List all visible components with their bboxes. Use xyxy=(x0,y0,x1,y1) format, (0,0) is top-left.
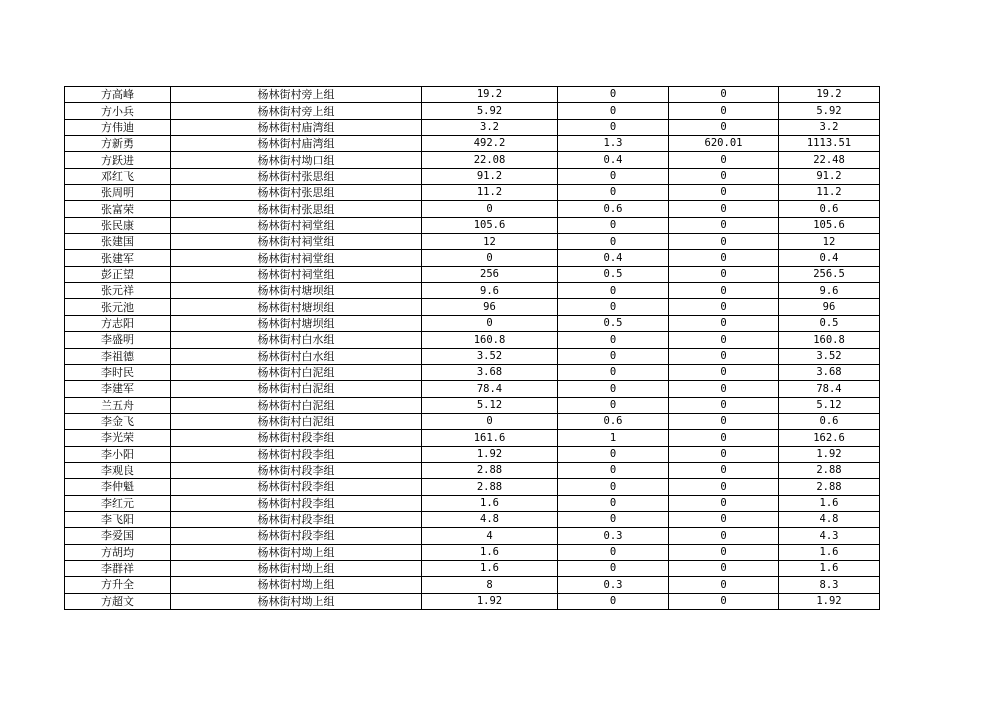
table-row xyxy=(65,413,880,429)
table-row xyxy=(65,119,880,135)
cell-value-3: 0 xyxy=(669,577,779,593)
cell-location: 杨林街村段李组 xyxy=(171,528,422,544)
cell-name: 方胡均 xyxy=(65,544,171,560)
cell-total: 0.4 xyxy=(779,250,880,266)
cell-location: 杨林街村塘坝组 xyxy=(171,315,422,331)
cell-value-3: 0 xyxy=(669,87,779,103)
cell-value-2: 0.5 xyxy=(558,315,669,331)
cell-value-1: 2.88 xyxy=(422,479,558,495)
table-row xyxy=(65,577,880,593)
cell-total: 91.2 xyxy=(779,168,880,184)
table-row xyxy=(65,446,880,462)
cell-location: 杨林街村段李组 xyxy=(171,479,422,495)
cell-location: 杨林街村白泥组 xyxy=(171,364,422,380)
cell-name: 方伟迪 xyxy=(65,119,171,135)
cell-value-2: 0 xyxy=(558,397,669,413)
table-row xyxy=(65,364,880,380)
cell-value-1: 91.2 xyxy=(422,168,558,184)
cell-value-3: 620.01 xyxy=(669,136,779,152)
cell-total: 3.68 xyxy=(779,364,880,380)
cell-total: 1.6 xyxy=(779,544,880,560)
table-row xyxy=(65,234,880,250)
cell-location: 杨林街村坳上组 xyxy=(171,577,422,593)
cell-value-3: 0 xyxy=(669,511,779,527)
table-row xyxy=(65,299,880,315)
cell-value-1: 4.8 xyxy=(422,511,558,527)
cell-value-1: 8 xyxy=(422,577,558,593)
cell-location: 杨林街村坳口组 xyxy=(171,152,422,168)
cell-total: 5.12 xyxy=(779,397,880,413)
cell-name: 李盛明 xyxy=(65,332,171,348)
table-row xyxy=(65,283,880,299)
cell-value-3: 0 xyxy=(669,152,779,168)
cell-value-2: 0.3 xyxy=(558,577,669,593)
table-row xyxy=(65,201,880,217)
cell-value-1: 19.2 xyxy=(422,87,558,103)
cell-location: 杨林街村坳上组 xyxy=(171,544,422,560)
cell-value-1: 105.6 xyxy=(422,217,558,233)
cell-value-1: 0 xyxy=(422,201,558,217)
cell-value-1: 2.88 xyxy=(422,462,558,478)
cell-name: 李建军 xyxy=(65,381,171,397)
cell-total: 1.6 xyxy=(779,560,880,576)
cell-name: 方高峰 xyxy=(65,87,171,103)
cell-value-3: 0 xyxy=(669,430,779,446)
cell-location: 杨林街村旁上组 xyxy=(171,87,422,103)
cell-value-2: 0.6 xyxy=(558,201,669,217)
cell-value-2: 0 xyxy=(558,217,669,233)
cell-value-2: 0.3 xyxy=(558,528,669,544)
cell-value-1: 0 xyxy=(422,250,558,266)
cell-value-3: 0 xyxy=(669,332,779,348)
cell-location: 杨林街村张思组 xyxy=(171,201,422,217)
cell-value-1: 5.92 xyxy=(422,103,558,119)
cell-name: 张元池 xyxy=(65,299,171,315)
cell-value-1: 22.08 xyxy=(422,152,558,168)
cell-value-1: 1.6 xyxy=(422,560,558,576)
cell-location: 杨林街村段李组 xyxy=(171,446,422,462)
cell-location: 杨林街村段李组 xyxy=(171,495,422,511)
cell-location: 杨林街村庙湾组 xyxy=(171,119,422,135)
cell-value-2: 0 xyxy=(558,364,669,380)
cell-total: 1113.51 xyxy=(779,136,880,152)
cell-total: 5.92 xyxy=(779,103,880,119)
cell-name: 李小阳 xyxy=(65,446,171,462)
cell-total: 2.88 xyxy=(779,462,880,478)
cell-name: 方小兵 xyxy=(65,103,171,119)
cell-value-3: 0 xyxy=(669,495,779,511)
cell-value-3: 0 xyxy=(669,119,779,135)
table-row xyxy=(65,381,880,397)
table-row xyxy=(65,348,880,364)
cell-value-3: 0 xyxy=(669,560,779,576)
cell-value-3: 0 xyxy=(669,381,779,397)
cell-total: 0.6 xyxy=(779,201,880,217)
cell-value-2: 1 xyxy=(558,430,669,446)
cell-location: 杨林街村白泥组 xyxy=(171,397,422,413)
cell-total: 3.2 xyxy=(779,119,880,135)
cell-value-1: 11.2 xyxy=(422,185,558,201)
table-row xyxy=(65,511,880,527)
cell-value-3: 0 xyxy=(669,185,779,201)
cell-value-2: 0 xyxy=(558,103,669,119)
cell-value-1: 5.12 xyxy=(422,397,558,413)
cell-value-2: 0 xyxy=(558,348,669,364)
cell-value-1: 9.6 xyxy=(422,283,558,299)
cell-value-2: 0.4 xyxy=(558,250,669,266)
cell-value-3: 0 xyxy=(669,250,779,266)
table-row xyxy=(65,136,880,152)
cell-value-2: 0.4 xyxy=(558,152,669,168)
cell-value-3: 0 xyxy=(669,397,779,413)
cell-name: 彭正望 xyxy=(65,266,171,282)
cell-name: 邓红飞 xyxy=(65,168,171,184)
cell-value-2: 0 xyxy=(558,479,669,495)
cell-value-1: 3.52 xyxy=(422,348,558,364)
cell-value-1: 256 xyxy=(422,266,558,282)
table-row xyxy=(65,87,880,103)
cell-total: 1.92 xyxy=(779,593,880,609)
cell-value-2: 0 xyxy=(558,495,669,511)
cell-value-3: 0 xyxy=(669,168,779,184)
cell-location: 杨林街村祠堂组 xyxy=(171,250,422,266)
cell-name: 方升全 xyxy=(65,577,171,593)
cell-location: 杨林街村张思组 xyxy=(171,168,422,184)
table-row xyxy=(65,397,880,413)
cell-name: 张建国 xyxy=(65,234,171,250)
cell-value-3: 0 xyxy=(669,593,779,609)
cell-value-1: 1.92 xyxy=(422,446,558,462)
cell-total: 9.6 xyxy=(779,283,880,299)
cell-total: 22.48 xyxy=(779,152,880,168)
cell-name: 李时民 xyxy=(65,364,171,380)
cell-value-1: 12 xyxy=(422,234,558,250)
cell-value-2: 0 xyxy=(558,560,669,576)
cell-total: 162.6 xyxy=(779,430,880,446)
cell-location: 杨林街村塘坝组 xyxy=(171,299,422,315)
cell-value-3: 0 xyxy=(669,528,779,544)
cell-location: 杨林街村张思组 xyxy=(171,185,422,201)
cell-total: 4.8 xyxy=(779,511,880,527)
table-row xyxy=(65,332,880,348)
table-row xyxy=(65,528,880,544)
cell-value-1: 0 xyxy=(422,413,558,429)
cell-value-2: 0 xyxy=(558,446,669,462)
cell-location: 杨林街村祠堂组 xyxy=(171,266,422,282)
cell-name: 李红元 xyxy=(65,495,171,511)
cell-value-2: 0 xyxy=(558,381,669,397)
cell-location: 杨林街村塘坝组 xyxy=(171,283,422,299)
cell-name: 李仲魁 xyxy=(65,479,171,495)
cell-value-3: 0 xyxy=(669,103,779,119)
cell-total: 96 xyxy=(779,299,880,315)
cell-value-3: 0 xyxy=(669,479,779,495)
cell-value-3: 0 xyxy=(669,266,779,282)
cell-value-3: 0 xyxy=(669,283,779,299)
cell-value-3: 0 xyxy=(669,201,779,217)
cell-value-2: 1.3 xyxy=(558,136,669,152)
cell-location: 杨林街村段李组 xyxy=(171,430,422,446)
cell-name: 张富荣 xyxy=(65,201,171,217)
cell-location: 杨林街村祠堂组 xyxy=(171,217,422,233)
cell-value-2: 0 xyxy=(558,593,669,609)
cell-name: 方志阳 xyxy=(65,315,171,331)
cell-value-3: 0 xyxy=(669,544,779,560)
cell-total: 78.4 xyxy=(779,381,880,397)
table-body xyxy=(65,87,880,610)
cell-name: 李群祥 xyxy=(65,560,171,576)
cell-value-2: 0 xyxy=(558,511,669,527)
cell-value-2: 0 xyxy=(558,462,669,478)
cell-value-2: 0 xyxy=(558,299,669,315)
cell-value-3: 0 xyxy=(669,462,779,478)
cell-name: 兰五舟 xyxy=(65,397,171,413)
cell-total: 8.3 xyxy=(779,577,880,593)
cell-value-3: 0 xyxy=(669,234,779,250)
cell-value-2: 0 xyxy=(558,283,669,299)
cell-total: 0.5 xyxy=(779,315,880,331)
table-row xyxy=(65,495,880,511)
table-row xyxy=(65,168,880,184)
table-row xyxy=(65,266,880,282)
cell-value-2: 0 xyxy=(558,332,669,348)
cell-name: 李爱国 xyxy=(65,528,171,544)
cell-value-1: 492.2 xyxy=(422,136,558,152)
cell-name: 方新勇 xyxy=(65,136,171,152)
cell-value-1: 78.4 xyxy=(422,381,558,397)
cell-location: 杨林街村祠堂组 xyxy=(171,234,422,250)
cell-location: 杨林街村段李组 xyxy=(171,462,422,478)
cell-value-3: 0 xyxy=(669,348,779,364)
table-row xyxy=(65,430,880,446)
table-row xyxy=(65,152,880,168)
cell-total: 3.52 xyxy=(779,348,880,364)
cell-value-1: 96 xyxy=(422,299,558,315)
cell-value-2: 0 xyxy=(558,544,669,560)
cell-name: 李飞阳 xyxy=(65,511,171,527)
cell-location: 杨林街村白泥组 xyxy=(171,381,422,397)
cell-location: 杨林街村段李组 xyxy=(171,511,422,527)
cell-value-2: 0 xyxy=(558,168,669,184)
cell-total: 1.92 xyxy=(779,446,880,462)
cell-name: 方跃进 xyxy=(65,152,171,168)
cell-total: 19.2 xyxy=(779,87,880,103)
cell-total: 11.2 xyxy=(779,185,880,201)
cell-total: 160.8 xyxy=(779,332,880,348)
cell-location: 杨林街村庙湾组 xyxy=(171,136,422,152)
cell-location: 杨林街村坳上组 xyxy=(171,593,422,609)
cell-value-1: 3.68 xyxy=(422,364,558,380)
cell-total: 2.88 xyxy=(779,479,880,495)
cell-value-1: 3.2 xyxy=(422,119,558,135)
cell-value-1: 1.6 xyxy=(422,544,558,560)
cell-total: 1.6 xyxy=(779,495,880,511)
cell-value-1: 0 xyxy=(422,315,558,331)
cell-value-3: 0 xyxy=(669,299,779,315)
cell-value-2: 0 xyxy=(558,234,669,250)
cell-value-1: 1.92 xyxy=(422,593,558,609)
cell-name: 李光荣 xyxy=(65,430,171,446)
cell-value-1: 160.8 xyxy=(422,332,558,348)
cell-total: 4.3 xyxy=(779,528,880,544)
table-row xyxy=(65,560,880,576)
cell-location: 杨林街村白水组 xyxy=(171,332,422,348)
cell-total: 0.6 xyxy=(779,413,880,429)
cell-name: 李观良 xyxy=(65,462,171,478)
cell-name: 李金飞 xyxy=(65,413,171,429)
cell-value-1: 161.6 xyxy=(422,430,558,446)
cell-value-1: 1.6 xyxy=(422,495,558,511)
cell-value-3: 0 xyxy=(669,364,779,380)
cell-location: 杨林街村白水组 xyxy=(171,348,422,364)
table-row xyxy=(65,185,880,201)
cell-location: 杨林街村旁上组 xyxy=(171,103,422,119)
table-row xyxy=(65,103,880,119)
table-row xyxy=(65,217,880,233)
cell-value-3: 0 xyxy=(669,413,779,429)
cell-total: 12 xyxy=(779,234,880,250)
table-row xyxy=(65,462,880,478)
cell-value-2: 0.6 xyxy=(558,413,669,429)
table-row xyxy=(65,250,880,266)
cell-location: 杨林街村白泥组 xyxy=(171,413,422,429)
cell-value-2: 0.5 xyxy=(558,266,669,282)
cell-name: 张周明 xyxy=(65,185,171,201)
cell-total: 105.6 xyxy=(779,217,880,233)
cell-name: 李祖德 xyxy=(65,348,171,364)
cell-value-2: 0 xyxy=(558,185,669,201)
cell-value-3: 0 xyxy=(669,217,779,233)
table-row xyxy=(65,544,880,560)
cell-value-3: 0 xyxy=(669,315,779,331)
cell-value-2: 0 xyxy=(558,119,669,135)
table-row xyxy=(65,315,880,331)
cell-total: 256.5 xyxy=(779,266,880,282)
cell-value-1: 4 xyxy=(422,528,558,544)
cell-value-3: 0 xyxy=(669,446,779,462)
cell-name: 张元祥 xyxy=(65,283,171,299)
cell-value-2: 0 xyxy=(558,87,669,103)
data-table xyxy=(64,86,880,610)
cell-name: 张建军 xyxy=(65,250,171,266)
cell-name: 方超文 xyxy=(65,593,171,609)
cell-name: 张民康 xyxy=(65,217,171,233)
table-row xyxy=(65,593,880,609)
cell-location: 杨林街村坳上组 xyxy=(171,560,422,576)
table-row xyxy=(65,479,880,495)
